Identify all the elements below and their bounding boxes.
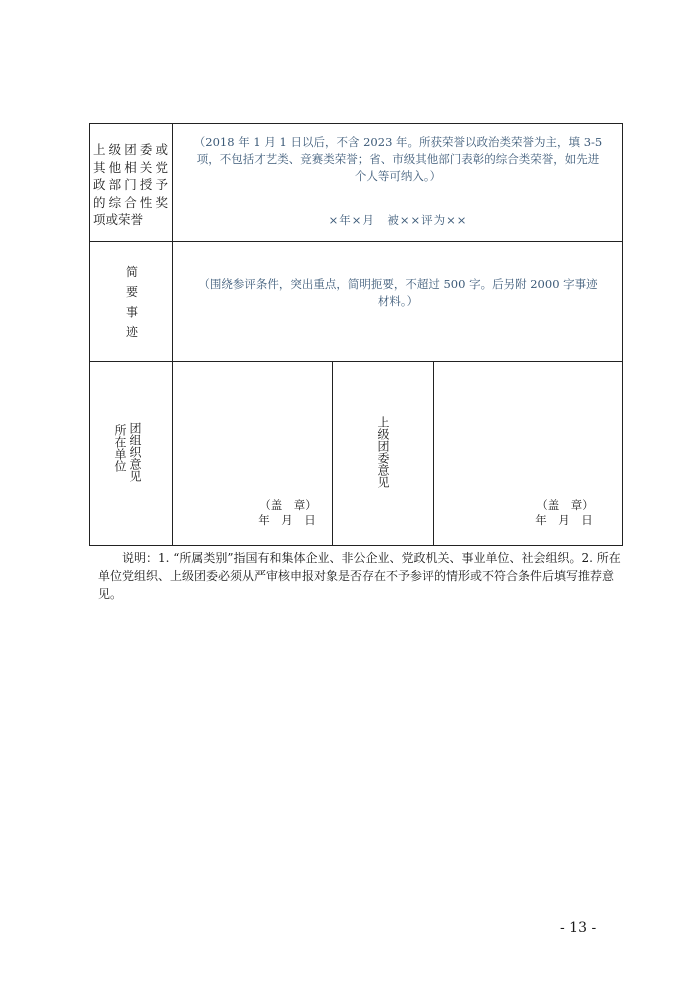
superior-seal-text: （盖 章）: [536, 498, 594, 512]
unit-date-text: 年 月 日: [258, 513, 316, 527]
explanation-note: 说明：1. “所属类别”指国有和集体企业、非公企业、党政机关、事业单位、社会组织。2. 所在单位党组织、上级团委必须从严审核申报对象是否存在不予参评的情形或不符合条件后填写推荐意见。: [98, 551, 621, 601]
row-divider-2: [89, 361, 623, 362]
summary-instruction-line: 材料。）: [377, 294, 419, 308]
honors-instruction-line: （2018 年 1 月 1 日以后，不含 2023 年。所获荣誉以政治类荣誉为主，填 3-5: [193, 135, 603, 149]
unit-label: 所在单位: [113, 424, 127, 472]
summary-label: [120, 264, 144, 340]
table-top-border: [89, 123, 623, 124]
honors-label-line: 政部门授予: [93, 177, 168, 192]
summary-label-char: 事: [125, 305, 138, 319]
table-bottom-border: [89, 545, 623, 546]
unit-opinion-label: 团组织意见: [128, 422, 142, 482]
unit-seal-text: （盖 章）: [259, 498, 317, 512]
label-column-divider: [172, 123, 173, 545]
table-left-border: [89, 123, 90, 546]
honors-label-line: 的综合性奖: [93, 194, 168, 210]
opinion-divider-2: [433, 361, 434, 545]
table-right-border: [622, 123, 623, 546]
summary-label-char: 迹: [125, 325, 138, 339]
honors-label-line: 项或荣誉: [93, 212, 144, 227]
superior-committee-opinion-label: 上级团委意见: [376, 416, 390, 488]
honors-label: [93, 141, 168, 229]
row-divider-1: [89, 241, 623, 242]
honors-label-line: 上级团委或: [93, 142, 168, 157]
honors-instruction: [178, 134, 618, 185]
summary-instruction: [178, 276, 618, 310]
summary-label-char: 简: [125, 265, 138, 279]
summary-label-char: 要: [125, 285, 138, 299]
honors-instruction-line: 个人等可纳入。）: [354, 169, 442, 183]
superior-date-text: 年 月 日: [535, 513, 593, 527]
honors-label-line: 其他相关党: [93, 159, 168, 175]
summary-instruction-line: （围绕参评条件，突出重点，简明扼要，不超过 500 字。后另附 2000 字事迹: [198, 277, 598, 291]
award-format-example: ×年×月 被××评为××: [328, 213, 468, 227]
page-number: - 13 -: [560, 920, 597, 936]
honors-instruction-line: 项，不包括才艺类、竞赛类荣誉；省、市级其他部门表彰的综合类荣誉，如先进: [196, 152, 600, 166]
